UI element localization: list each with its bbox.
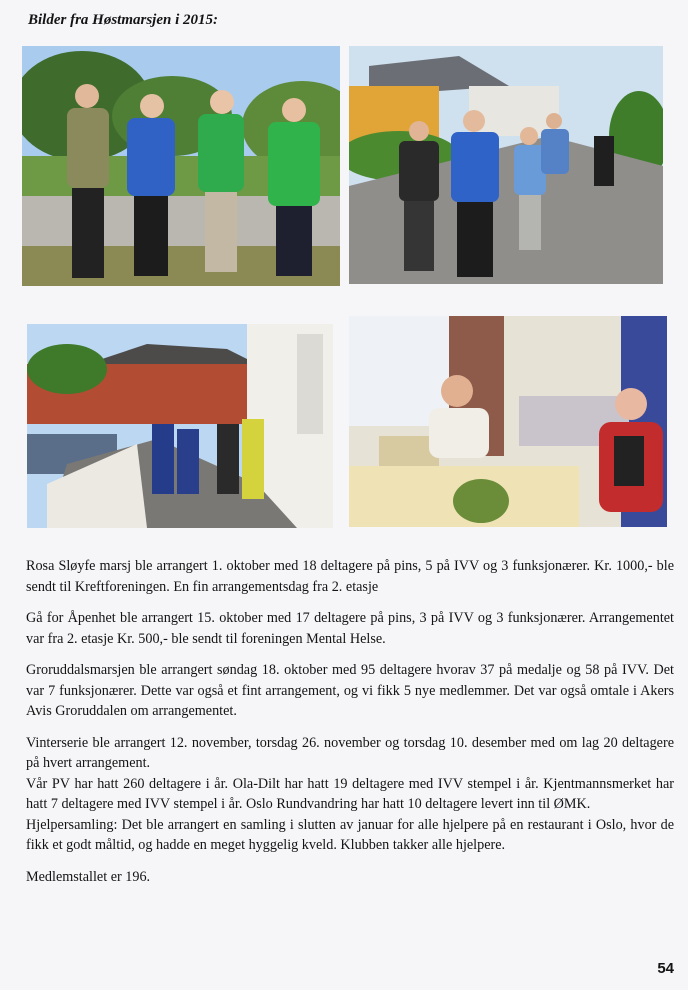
paragraph-hjelpersamling: Hjelpersamling: Det ble arrangert en samling i slutten av januar for alle hjelpere på en restaurant i Oslo, hvor de fikk et godt måltid, og hadde en meget hyggelig kveld. Klubben takker alle hjelpere. bbox=[26, 816, 674, 853]
paragraph-rosa-sloyfe: Rosa Sløyfe marsj ble arrangert 1. oktober med 18 deltagere på pins, 5 på IVV og 3 funksjonærer. Kr. 1000,- ble sendt til Kreftforeningen. En fin arrangementsdag fra 2. etasje bbox=[26, 558, 674, 595]
paragraph-groruddalsmarsjen: Groruddalsmarsjen ble arrangert søndag 18. oktober med 95 deltagere hvorav 37 på medalje og 58 på IVV. Det var 7 funksjonærer. Dette var også et fint arrangement, og vi fikk 5 nye medlemmer. Det var også omtale i Akers Avis Groruddalen om arrangementet. bbox=[26, 662, 674, 719]
registration-table-icon bbox=[349, 316, 667, 527]
paragraph-medlemstall: Medlemstallet er 196. bbox=[26, 868, 151, 885]
walkers-on-road-icon bbox=[349, 46, 663, 284]
paragraph-ga-for-apenhet: Gå for Åpenhet ble arrangert 15. oktober med 17 deltagere på pins, 3 på IVV og 3 funksjonærer. Arrangementet var fra 2. etasje Kr. 500,- ble sendt til foreningen Mental Helse. bbox=[26, 610, 674, 647]
article-body bbox=[26, 556, 674, 898]
group-photo-four-walkers-icon bbox=[22, 46, 340, 286]
page-heading: Bilder fra Høstmarsjen i 2015: bbox=[28, 12, 219, 28]
paragraph-vinterserie: Vinterserie ble arrangert 12. november, torsdag 26. november og torsdag 10. desember med om lag 20 deltagere på hvert arrangement. bbox=[26, 734, 674, 771]
page-number: 54 bbox=[657, 960, 674, 977]
walkers-ramp-icon bbox=[27, 324, 333, 528]
paragraph-pv-stats: Vår PV har hatt 260 deltagere i år. Ola-Dilt har hatt 19 deltagere med IVV stempel i år. Kjentmannsmerket har hatt 7 deltagere med IVV stempel i år. Oslo Rundvandring har hatt 10 deltagere levert inn til ØMK. bbox=[26, 775, 674, 812]
